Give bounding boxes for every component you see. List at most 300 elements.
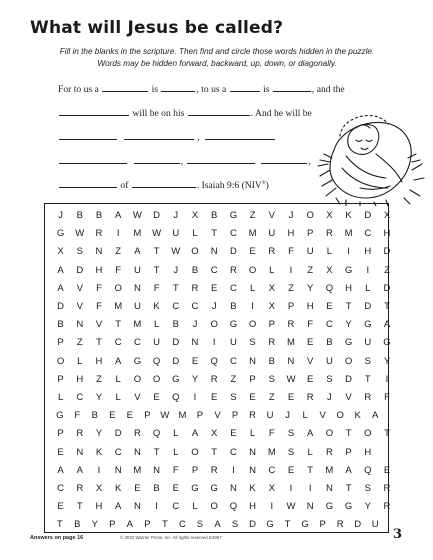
grid-letter[interactable]: M [248,228,257,240]
grid-letter[interactable]: P [191,464,199,476]
grid-letter[interactable]: Z [288,282,294,294]
grid-letter[interactable]: O [210,319,218,331]
grid-letter[interactable]: C [172,301,180,312]
grid-letter[interactable]: H [95,264,103,276]
grid-letter[interactable]: L [302,410,308,422]
grid-letter[interactable]: F [96,301,102,312]
grid-letter[interactable]: M [133,319,142,331]
fill-blank[interactable] [273,82,311,92]
grid-letter[interactable]: P [307,228,314,240]
grid-letter[interactable]: P [57,337,64,349]
grid-letter[interactable]: Q [152,428,161,440]
grid-letter[interactable]: T [307,464,314,476]
fill-blank[interactable] [102,82,148,92]
grid-letter[interactable]: D [249,519,256,531]
grid-letter[interactable]: L [173,446,179,458]
grid-letter[interactable]: R [364,392,372,403]
grid-letter[interactable]: J [173,210,179,221]
grid-letter[interactable]: C [268,464,276,476]
grid-letter[interactable]: Y [345,319,352,331]
grid-letter[interactable]: H [364,446,372,458]
grid-letter[interactable]: M [267,446,276,458]
grid-letter[interactable]: P [345,446,352,458]
grid-letter[interactable]: I [270,501,274,513]
grid-letter[interactable]: G [56,228,65,240]
fill-blank[interactable] [59,178,117,188]
grid-letter[interactable]: T [96,337,102,349]
grid-letter[interactable]: P [57,373,64,385]
grid-letter[interactable]: H [383,228,391,240]
grid-letter[interactable]: G [191,483,199,494]
fill-blank[interactable] [59,154,127,164]
grid-letter[interactable]: V [319,410,326,422]
grid-letter[interactable]: S [364,483,371,494]
grid-letter[interactable]: L [192,501,198,513]
grid-letter[interactable]: T [115,319,122,331]
grid-letter[interactable]: B [326,337,333,349]
grid-letter[interactable]: R [95,228,103,240]
fill-blank[interactable] [205,130,275,140]
fill-blank[interactable] [230,82,260,92]
grid-letter[interactable]: N [133,282,141,294]
grid-letter[interactable]: N [249,355,257,367]
grid-letter[interactable]: O [325,428,334,440]
grid-letter[interactable]: N [306,501,314,513]
grid-letter[interactable]: Y [364,501,371,513]
grid-letter[interactable]: G [325,501,334,513]
grid-letter[interactable]: N [95,246,103,258]
grid-letter[interactable]: T [384,301,390,312]
grid-letter[interactable]: U [371,519,379,531]
grid-letter[interactable]: P [57,428,64,440]
grid-letter[interactable]: J [173,264,179,276]
grid-letter[interactable]: R [210,373,218,385]
fill-blank[interactable] [59,130,117,140]
grid-letter[interactable]: V [307,355,314,367]
grid-letter[interactable]: E [287,392,295,403]
fill-blank[interactable] [124,130,194,140]
grid-letter[interactable]: V [76,301,83,312]
grid-letter[interactable]: E [191,355,199,367]
grid-letter[interactable]: G [266,519,274,531]
grid-letter[interactable]: X [57,246,64,258]
grid-letter[interactable]: A [115,355,122,367]
grid-letter[interactable]: D [229,246,237,258]
grid-letter[interactable]: H [306,301,314,312]
grid-letter[interactable]: P [287,301,295,312]
grid-letter[interactable]: Z [268,392,275,403]
grid-letter[interactable]: L [269,264,275,276]
grid-letter[interactable]: L [77,355,83,367]
grid-letter[interactable]: T [56,519,63,531]
grid-letter[interactable]: G [56,410,64,422]
grid-letter[interactable]: F [172,464,179,476]
grid-letter[interactable]: M [133,464,142,476]
grid-letter[interactable]: R [325,446,333,458]
grid-letter[interactable]: U [325,355,333,367]
grid-letter[interactable]: T [345,301,352,312]
grid-letter[interactable]: E [126,410,134,422]
grid-letter[interactable]: S [196,519,204,531]
grid-letter[interactable]: V [95,319,103,331]
grid-letter[interactable]: W [286,373,296,385]
grid-letter[interactable]: Y [383,355,391,367]
grid-letter[interactable]: N [133,501,141,513]
grid-letter[interactable]: C [178,519,186,531]
grid-letter[interactable]: R [383,483,391,494]
grid-letter[interactable]: U [172,228,180,240]
grid-letter[interactable]: M [178,410,187,422]
grid-letter[interactable]: F [307,319,314,331]
grid-letter[interactable]: Y [191,373,199,385]
grid-letter[interactable]: A [115,501,122,513]
grid-letter[interactable]: L [326,246,333,258]
fill-blank[interactable] [132,178,196,188]
fill-blank[interactable] [187,154,255,164]
grid-letter[interactable]: G [229,210,238,221]
grid-letter[interactable]: X [211,428,218,440]
grid-letter[interactable]: A [307,428,314,440]
fill-blank[interactable] [188,106,250,116]
grid-letter[interactable]: T [153,446,160,458]
grid-letter[interactable]: R [76,483,84,494]
grid-letter[interactable]: E [109,410,116,422]
grid-letter[interactable]: W [152,228,162,240]
grid-letter[interactable]: N [229,483,237,494]
grid-letter[interactable]: X [95,483,103,494]
grid-letter[interactable]: B [191,264,199,276]
grid-letter[interactable]: X [383,210,391,221]
grid-letter[interactable]: S [268,373,275,385]
grid-letter[interactable]: D [354,519,362,531]
grid-letter[interactable]: A [76,464,83,476]
grid-letter[interactable]: R [325,228,333,240]
grid-letter[interactable]: R [336,519,344,531]
grid-letter[interactable]: P [144,519,151,531]
grid-letter[interactable]: J [211,301,217,312]
grid-letter[interactable]: R [133,428,141,440]
grid-letter[interactable]: F [96,282,102,294]
fill-blank[interactable] [161,82,195,92]
grid-letter[interactable]: T [364,373,371,385]
grid-letter[interactable]: G [133,355,142,367]
grid-letter[interactable]: G [344,264,353,276]
grid-letter[interactable]: R [76,428,84,440]
grid-letter[interactable]: I [251,301,254,312]
grid-letter[interactable]: C [229,228,237,240]
grid-letter[interactable]: W [160,410,170,422]
grid-letter[interactable]: D [364,301,372,312]
grid-letter[interactable]: U [133,264,141,276]
fill-blank[interactable] [59,106,129,116]
grid-letter[interactable]: E [230,428,237,440]
grid-letter[interactable]: W [75,228,85,240]
grid-letter[interactable]: S [364,355,371,367]
grid-letter[interactable]: F [384,392,390,403]
grid-letter[interactable]: O [364,428,372,440]
grid-letter[interactable]: L [153,319,160,331]
grid-letter[interactable]: R [306,392,314,403]
grid-letter[interactable]: S [326,373,333,385]
grid-letter[interactable]: C [229,282,237,294]
grid-letter[interactable]: A [57,464,64,476]
grid-letter[interactable]: D [114,428,122,440]
grid-letter[interactable]: M [287,337,295,349]
grid-letter[interactable]: R [268,337,276,349]
grid-letter[interactable]: T [211,446,218,458]
grid-letter[interactable]: B [95,210,103,221]
grid-letter[interactable]: I [366,264,370,276]
grid-letter[interactable]: N [249,446,257,458]
grid-letter[interactable]: G [172,373,180,385]
grid-letter[interactable]: A [57,264,64,276]
grid-letter[interactable]: L [173,428,179,440]
grid-letter[interactable]: D [57,301,65,312]
grid-letter[interactable]: V [76,282,83,294]
grid-letter[interactable]: E [383,464,391,476]
grid-letter[interactable]: K [345,210,352,221]
grid-letter[interactable]: I [289,264,293,276]
grid-letter[interactable]: D [345,373,353,385]
grid-letter[interactable]: E [172,483,179,494]
grid-letter[interactable]: D [172,337,180,349]
grid-letter[interactable]: I [212,337,216,349]
grid-letter[interactable]: N [287,355,295,367]
grid-letter[interactable]: N [133,446,141,458]
grid-letter[interactable]: T [162,519,168,531]
grid-letter[interactable]: N [76,319,84,331]
grid-letter[interactable]: O [344,355,353,367]
grid-letter[interactable]: Z [384,264,390,276]
grid-letter[interactable]: X [326,210,333,221]
grid-letter[interactable]: A [372,410,379,422]
grid-letter[interactable]: U [306,246,314,258]
grid-letter[interactable]: M [325,464,334,476]
grid-letter[interactable]: B [74,519,81,531]
grid-letter[interactable]: E [153,392,160,403]
grid-letter[interactable]: U [266,410,274,422]
grid-letter[interactable]: M [114,301,123,312]
fill-blank[interactable] [261,154,307,164]
grid-letter[interactable]: B [76,210,83,221]
grid-letter[interactable]: L [192,228,198,240]
grid-letter[interactable]: X [268,483,275,494]
grid-letter[interactable]: B [91,410,98,422]
grid-letter[interactable]: P [109,519,116,531]
grid-letter[interactable]: T [153,246,160,258]
grid-letter[interactable]: X [268,282,275,294]
grid-letter[interactable]: H [364,246,372,258]
grid-letter[interactable]: T [384,428,390,440]
grid-letter[interactable]: K [115,483,122,494]
grid-letter[interactable]: B [172,319,179,331]
grid-letter[interactable]: Y [307,282,314,294]
grid-letter[interactable]: R [268,246,276,258]
grid-letter[interactable]: I [97,464,101,476]
grid-letter[interactable]: X [191,210,199,221]
grid-letter[interactable]: D [76,264,84,276]
grid-letter[interactable]: N [153,464,161,476]
grid-letter[interactable]: Y [91,519,98,531]
grid-letter[interactable]: Y [95,392,103,403]
grid-letter[interactable]: O [248,319,257,331]
grid-letter[interactable]: S [249,337,256,349]
grid-letter[interactable]: L [115,392,121,403]
grid-letter[interactable]: Q [210,355,218,367]
grid-letter[interactable]: V [345,392,352,403]
grid-letter[interactable]: B [153,483,160,494]
grid-letter[interactable]: V [134,392,141,403]
grid-letter[interactable]: J [285,410,290,422]
grid-letter[interactable]: E [326,301,333,312]
grid-letter[interactable]: E [134,483,141,494]
grid-letter[interactable]: O [248,264,257,276]
grid-letter[interactable]: G [344,337,353,349]
grid-letter[interactable]: I [232,464,235,476]
grid-letter[interactable]: I [385,373,389,385]
grid-letter[interactable]: C [325,319,333,331]
grid-letter[interactable]: E [211,392,218,403]
grid-letter[interactable]: H [287,228,295,240]
grid-letter[interactable]: H [76,373,84,385]
grid-letter[interactable]: F [153,282,160,294]
grid-letter[interactable]: H [95,501,103,513]
grid-letter[interactable]: S [230,392,237,403]
grid-letter[interactable]: O [152,373,161,385]
grid-letter[interactable]: P [231,410,239,422]
grid-letter[interactable]: N [249,464,257,476]
grid-letter[interactable]: F [268,428,275,440]
grid-letter[interactable]: L [365,282,371,294]
grid-letter[interactable]: J [288,210,294,221]
grid-letter[interactable]: C [229,446,237,458]
grid-letter[interactable]: T [172,282,179,294]
grid-letter[interactable]: R [229,264,237,276]
grid-letter[interactable]: E [287,464,295,476]
grid-letter[interactable]: Z [76,337,83,349]
grid-letter[interactable]: T [211,228,218,240]
grid-letter[interactable]: S [287,446,295,458]
word-search-grid[interactable] [44,203,389,533]
grid-letter[interactable]: O [191,446,199,458]
grid-letter[interactable]: G [364,319,372,331]
grid-letter[interactable]: Q [229,501,238,513]
grid-letter[interactable]: T [76,501,83,513]
grid-letter[interactable]: F [115,264,122,276]
grid-letter[interactable]: V [268,210,275,221]
grid-letter[interactable]: F [74,410,81,422]
grid-letter[interactable]: B [230,301,237,312]
grid-letter[interactable]: L [307,446,313,458]
grid-letter[interactable]: Z [249,210,256,221]
grid-letter[interactable]: X [326,264,333,276]
grid-letter[interactable]: E [249,392,256,403]
grid-letter[interactable]: H [345,282,353,294]
grid-letter[interactable]: M [133,228,142,240]
grid-letter[interactable]: O [56,355,65,367]
grid-letter[interactable]: N [114,464,122,476]
grid-letter[interactable]: C [364,228,372,240]
grid-letter[interactable]: R [383,501,391,513]
grid-letter[interactable]: D [383,282,391,294]
grid-letter[interactable]: C [57,483,65,494]
grid-letter[interactable]: D [172,355,180,367]
grid-letter[interactable]: K [249,483,256,494]
grid-letter[interactable]: A [126,519,134,531]
grid-letter[interactable]: I [155,501,158,513]
grid-letter[interactable]: L [249,282,256,294]
grid-letter[interactable]: I [289,483,293,494]
grid-letter[interactable]: A [115,210,122,221]
grid-letter[interactable]: I [116,228,120,240]
grid-letter[interactable]: E [211,282,218,294]
grid-letter[interactable]: D [383,246,391,258]
grid-letter[interactable]: O [191,246,199,258]
grid-letter[interactable]: S [287,428,295,440]
grid-letter[interactable]: P [144,410,151,422]
grid-letter[interactable]: O [336,410,344,422]
grid-letter[interactable]: T [153,264,160,276]
grid-letter[interactable]: P [319,519,326,531]
grid-letter[interactable]: P [196,410,204,422]
grid-letter[interactable]: R [210,464,218,476]
grid-letter[interactable]: X [268,301,275,312]
grid-letter[interactable]: C [172,501,180,513]
grid-letter[interactable]: A [57,282,64,294]
grid-letter[interactable]: Z [96,373,102,385]
grid-letter[interactable]: L [115,373,121,385]
grid-letter[interactable]: Z [230,373,237,385]
grid-letter[interactable]: C [76,392,84,403]
grid-letter[interactable]: B [211,210,218,221]
grid-letter[interactable]: K [95,446,103,458]
grid-letter[interactable]: H [95,355,103,367]
grid-letter[interactable]: W [171,246,181,258]
grid-letter[interactable]: W [132,210,142,221]
grid-letter[interactable]: O [114,282,122,294]
grid-letter[interactable]: A [345,464,352,476]
grid-letter[interactable]: P [249,373,256,385]
grid-letter[interactable]: C [133,337,141,349]
grid-letter[interactable]: G [229,319,238,331]
grid-letter[interactable]: P [268,319,275,331]
grid-letter[interactable]: D [364,210,372,221]
grid-letter[interactable]: A [383,319,391,331]
grid-letter[interactable]: E [57,501,64,513]
grid-letter[interactable]: J [327,392,332,403]
grid-letter[interactable]: B [268,355,275,367]
grid-letter[interactable]: E [57,446,64,458]
grid-letter[interactable]: C [210,264,218,276]
grid-letter[interactable]: J [58,210,63,221]
grid-letter[interactable]: T [284,519,291,531]
grid-letter[interactable]: O [306,210,314,221]
grid-letter[interactable]: Q [152,355,161,367]
grid-letter[interactable]: C [114,446,122,458]
grid-letter[interactable]: U [364,337,372,349]
grid-letter[interactable]: Q [172,392,180,403]
grid-letter[interactable]: A [191,428,199,440]
grid-letter[interactable]: J [192,319,198,331]
grid-letter[interactable]: K [354,410,361,422]
grid-letter[interactable]: N [76,446,84,458]
grid-letter[interactable]: G [383,337,391,349]
grid-letter[interactable]: M [344,228,353,240]
grid-letter[interactable]: Q [325,282,334,294]
grid-letter[interactable]: U [229,337,237,349]
grid-letter[interactable]: K [153,301,160,312]
grid-letter[interactable]: L [57,392,64,403]
